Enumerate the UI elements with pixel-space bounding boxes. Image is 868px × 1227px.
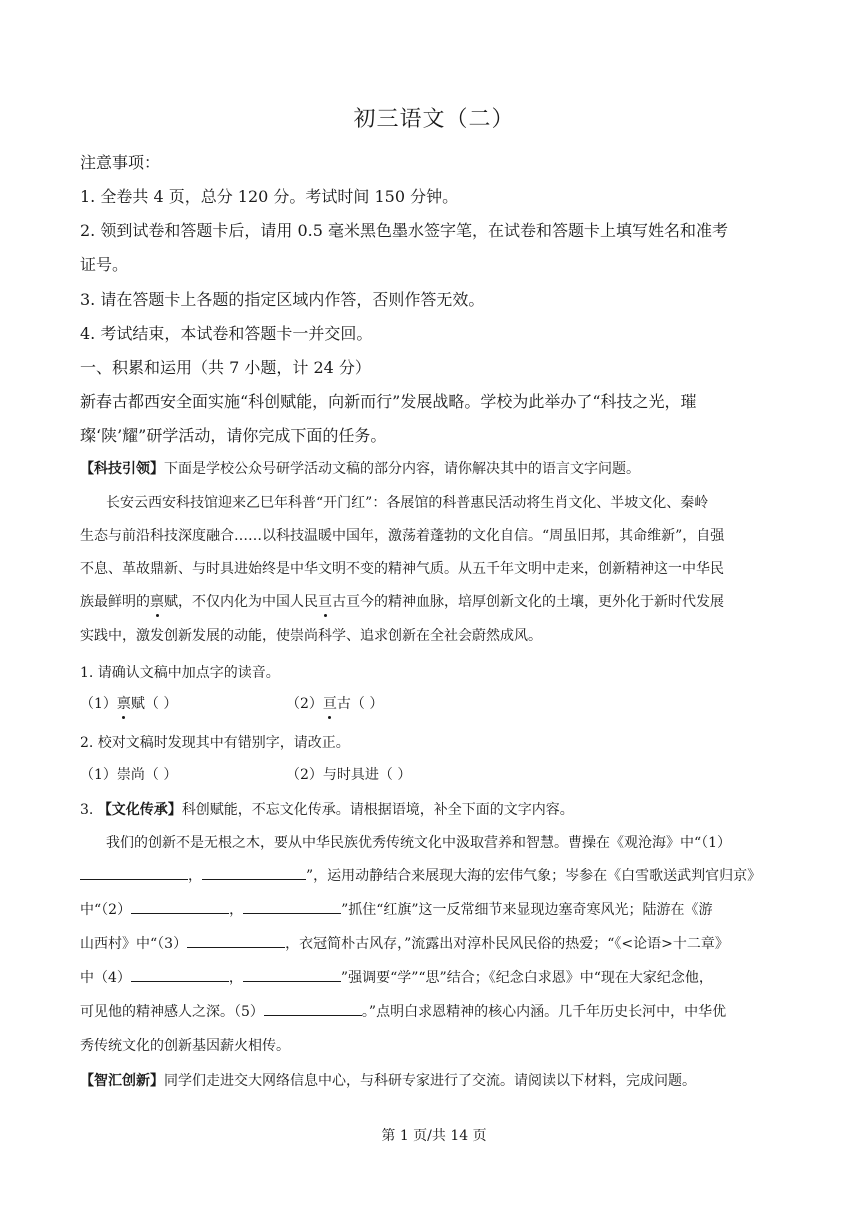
question-3-stem: 3. 【文化传承】科创赋能，不忘文化传承。请根据语境，补全下面的文字内容。 xyxy=(80,802,574,818)
fill-line-6: 可见他的精神感人之深。（5） 。”点明白求恩精神的核心内涵。几千年历史长河中，中华优 xyxy=(80,1001,726,1021)
fill-line-4: 山西村》中“（3） ，衣冠简朴古风存，”流露出对淳朴民风民俗的热爱；“《<论语>十二章》 xyxy=(80,933,729,953)
fill-line-3: 中“（2） ， ”抓住“红旗”这一反常细节来显现边塞奇寒风光；陆游在《游 xyxy=(80,899,713,919)
passage-line-3: 不息、革故鼎新、与时具进始终是中华文明不变的精神气质。从五千年文明中走来，创新精神这一中华民 xyxy=(80,561,724,577)
dotted-char: 亘 xyxy=(322,696,337,712)
fill-line-1: 我们的创新不是无根之木，要从中华民族优秀传统文化中汲取营养和智慧。曹操在《观沧海》中“（1） xyxy=(106,835,732,851)
question-3-label: 【文化传承】 xyxy=(97,802,182,818)
passage-line-5: 实践中，激发创新发展的动能，使崇尚科学、追求创新在全社会蔚然成风。 xyxy=(80,628,542,644)
fill-line-5: 中（4） ， ”强调要“学”“思”结合；《纪念白求恩》中“现在大家纪念他， xyxy=(80,967,713,987)
dotted-char: 禀 xyxy=(116,696,131,712)
section-heading: 一、积累和运用（共 7 小题，计 24 分） xyxy=(80,358,371,377)
question-2-b: （2）与时具进（ ） xyxy=(286,767,412,783)
question-2-a: （1）崇尚（ ） xyxy=(80,767,178,783)
task-1-label: 【科技引领】 xyxy=(80,461,164,477)
intro-line-1: 新春古都西安全面实施“科创赋能，向新而行”发展战略。学校为此举办了“科技之光，璀 xyxy=(80,392,697,411)
question-2-stem: 2. 校对文稿时发现其中有错别字，请改正。 xyxy=(80,735,350,751)
answer-blank[interactable] xyxy=(131,967,229,982)
task-2 xyxy=(80,1070,696,1090)
notice-2: 2. 领到试卷和答题卡后，请用 0.5 毫米黑色墨水签字笔，在试卷和答题卡上填写姓名和准考 xyxy=(80,221,728,240)
passage-line-2: 生态与前沿科技深度融合……以科技温暖中国年，激荡着蓬勃的文化自信。“周虽旧邦，其命维新”，自强 xyxy=(80,528,725,544)
task-1 xyxy=(80,458,640,478)
dotted-char: 亘 xyxy=(318,594,332,610)
fill-line-7: 秀传统文化的创新基因薪火相传。 xyxy=(80,1038,290,1054)
passage-line-4: 族最鲜明的禀赋，不仅内化为中国人民亘古亘今的精神血脉，培厚创新文化的土壤，更外化于新时代发展 xyxy=(80,594,724,610)
answer-blank[interactable] xyxy=(264,1001,362,1016)
dotted-char: 禀 xyxy=(150,594,164,610)
page-title: 初三语文（二） xyxy=(353,107,515,132)
answer-blank[interactable] xyxy=(243,967,341,982)
question-1-b: （2）亘古（ ） xyxy=(286,696,384,712)
question-1-a: （1）禀赋（ ） xyxy=(80,696,178,712)
task-2-text: 同学们走进交大网络信息中心，与科研专家进行了交流。请阅读以下材料，完成问题。 xyxy=(164,1073,696,1089)
passage-line-1: 长安云西安科技馆迎来乙巳年科普“开门红”：各展馆的科普惠民活动将生肖文化、半坡文化、秦岭 xyxy=(106,495,709,511)
intro-line-2: 璨‘陕’耀”研学活动，请你完成下面的任务。 xyxy=(80,426,387,445)
notice-4: 4. 考试结束，本试卷和答题卡一并交回。 xyxy=(80,324,373,343)
notice-1: 1. 全卷共 4 页，总分 120 分。考试时间 150 分钟。 xyxy=(80,187,459,206)
answer-blank[interactable] xyxy=(187,933,285,948)
question-1-stem: 1. 请确认文稿中加点字的读音。 xyxy=(80,665,280,681)
task-1-text: 下面是学校公众号研学活动文稿的部分内容，请你解决其中的语言文字问题。 xyxy=(164,461,640,477)
fill-line-2: ， ”，运用动静结合来展现大海的宏伟气象；岑参在《白雪歌送武判官归京》 xyxy=(80,865,761,885)
answer-blank[interactable] xyxy=(202,865,306,880)
notice-heading: 注意事项： xyxy=(80,153,161,172)
answer-blank[interactable] xyxy=(131,899,229,914)
answer-blank[interactable] xyxy=(243,899,341,914)
notice-3: 3. 请在答题卡上各题的指定区域内作答，否则作答无效。 xyxy=(80,290,485,309)
page-footer: 第 1 页/共 14 页 xyxy=(381,1128,487,1144)
notice-2-cont: 证号。 xyxy=(80,255,129,274)
task-2-label: 【智汇创新】 xyxy=(80,1073,164,1089)
answer-blank[interactable] xyxy=(80,865,188,880)
